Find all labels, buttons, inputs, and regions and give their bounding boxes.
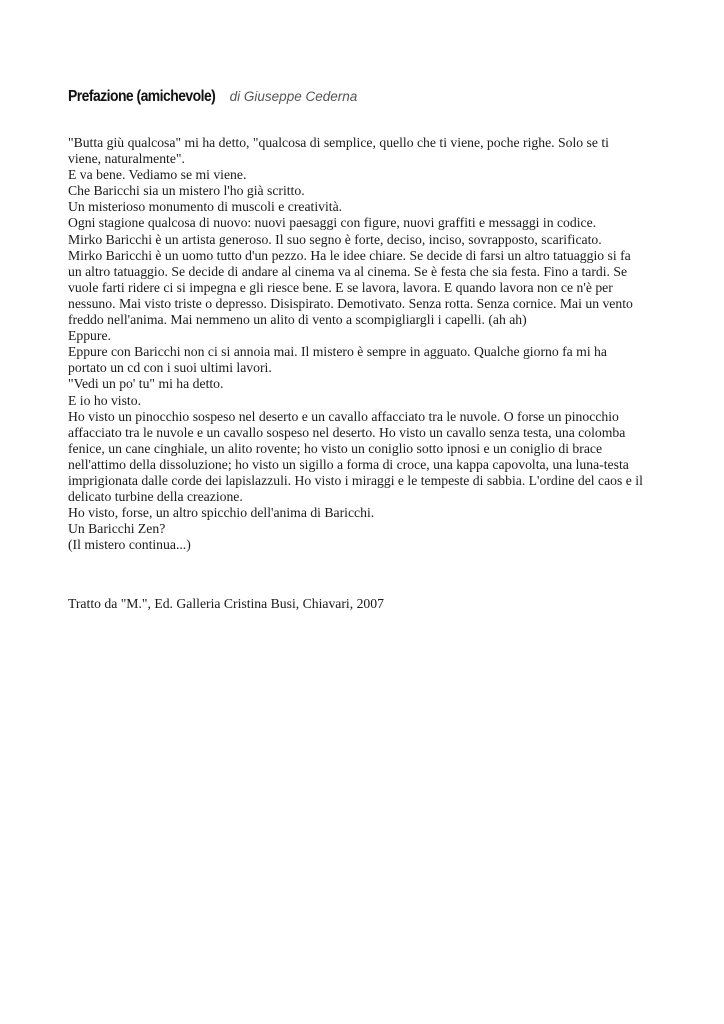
text-line: vuole farti ridere ci si impegna e gli riesce bene. E se lavora, lavora. E quando lavora non ce n'è per bbox=[68, 279, 613, 295]
source-citation: Tratto da "M.", Ed. Galleria Cristina Busi, Chiavari, 2007 bbox=[68, 596, 384, 611]
text-line: "Butta giù qualcosa" mi ha detto, "qualcosa di semplice, quello che ti viene, poche righe. Solo se ti bbox=[68, 135, 609, 150]
text-line: E va bene. Vediamo se mi viene. bbox=[68, 167, 247, 183]
page-heading bbox=[68, 88, 357, 106]
text-line: affacciato tra le nuvole e un cavallo sospeso nel deserto. Ho visto un cavallo senza testa, una colomba bbox=[68, 424, 626, 440]
text-line: Eppure. bbox=[68, 328, 111, 344]
text-line: nell'attimo della dissoluzione; ho visto un sigillo a forma di croce, una kappa capovolta, una luna-testa bbox=[68, 456, 629, 472]
text-line: viene, naturalmente". bbox=[68, 151, 185, 167]
text-line: Ho visto un pinocchio sospeso nel deserto e un cavallo affacciato tra le nuvole. O forse un pinocchio bbox=[68, 408, 619, 424]
text-line: E io ho visto. bbox=[68, 392, 142, 408]
text-line: (Il mistero continua...) bbox=[68, 537, 191, 553]
text-line: portato un cd con i suoi ultimi lavori. bbox=[68, 360, 272, 376]
text-line: freddo nell'anima. Mai nemmeno un alito di vento a scompigliargli i capelli. (ah ah) bbox=[68, 312, 527, 328]
text-line: Ho visto, forse, un altro spicchio dell'anima di Baricchi. bbox=[68, 505, 375, 521]
body-text bbox=[68, 135, 668, 553]
text-line: un altro tatuaggio. Se decide di andare al cinema va al cinema. Se è festa che sia festa. Fino a tardi. Se bbox=[68, 263, 628, 279]
heading-title: Prefazione (amichevole) bbox=[68, 88, 216, 105]
text-line: fenice, un cane cinghiale, un alito rovente; ho visto un coniglio sotto ipnosi e un coniglio di brace bbox=[68, 440, 603, 456]
text-line: Ogni stagione qualcosa di nuovo: nuovi paesaggi con figure, nuovi graffiti e messaggi in codice. bbox=[68, 215, 597, 231]
text-line: delicato turbine della creazione. bbox=[68, 489, 243, 505]
text-line: Mirko Baricchi è un uomo tutto d'un pezzo. Ha le idee chiare. Se decide di farsi un altro tatuaggio si fa bbox=[68, 247, 631, 263]
text-line: Che Baricchi sia un mistero l'ho già scritto. bbox=[68, 183, 305, 199]
text-line: nessuno. Mai visto triste o depresso. Disispirato. Demotivato. Senza rotta. Senza cornice. Mai un vento bbox=[68, 295, 633, 311]
text-line: imprigionata dalle corde dei lapislazzuli. Ho visto i miraggi e le tempeste di sabbia. L'ordine del caos e il bbox=[68, 472, 643, 488]
text-line: Mirko Baricchi è un artista generoso. Il suo segno è forte, deciso, inciso, sovrapposto, scarificato. bbox=[68, 231, 602, 247]
text-line: Eppure con Baricchi non ci si annoia mai. Il mistero è sempre in agguato. Qualche giorno fa mi ha bbox=[68, 344, 607, 360]
text-line: Un misterioso monumento di muscoli e creatività. bbox=[68, 199, 343, 215]
text-line: "Vedi un po' tu" mi ha detto. bbox=[68, 376, 224, 392]
heading-author: di Giuseppe Cederna bbox=[229, 89, 358, 104]
text-line: Un Baricchi Zen? bbox=[68, 521, 166, 537]
